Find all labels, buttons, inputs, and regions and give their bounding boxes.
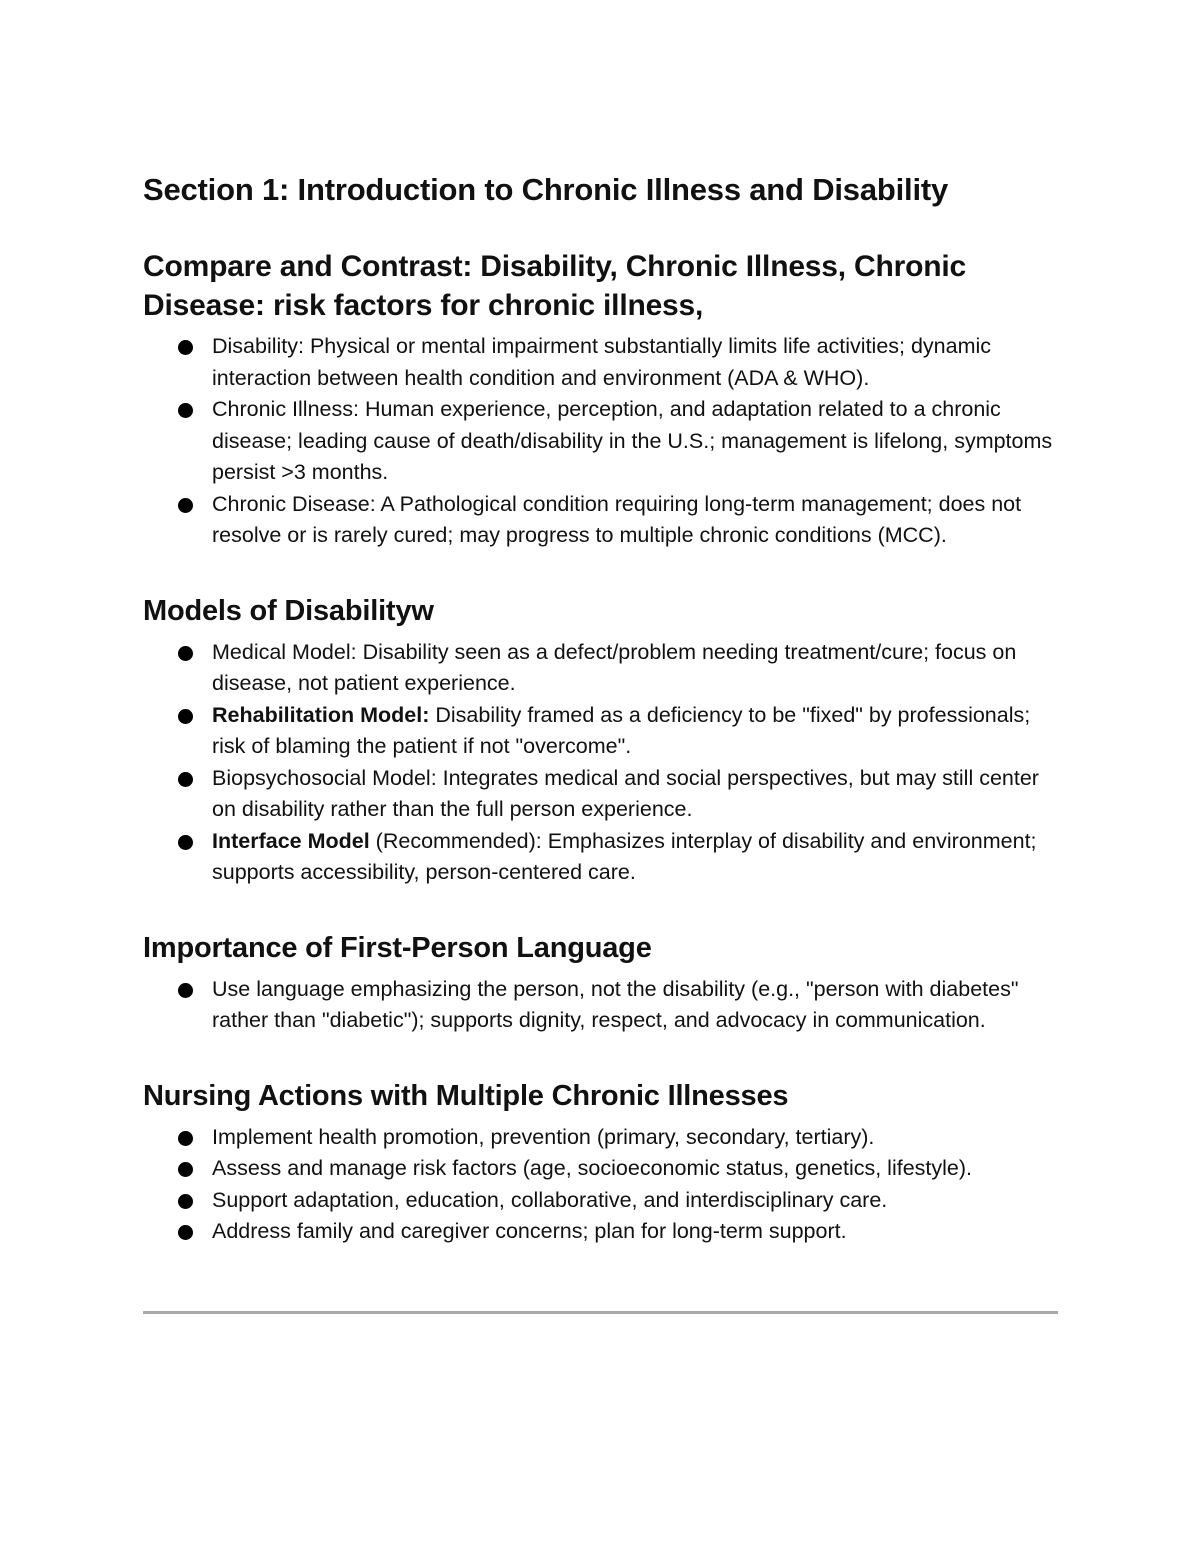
- bullet-icon: [178, 403, 193, 418]
- list-item: [143, 394, 1058, 489]
- bullet-icon: [178, 1131, 193, 1146]
- bullet-icon: [178, 835, 193, 850]
- list-item: [143, 974, 1058, 1037]
- list-item-text: Chronic Illness: Human experience, perception, and adaptation related to a chronic disease; leading cause of death/disability in the U.S.; management is lifelong, symptoms persist >3 months.: [212, 397, 1053, 484]
- list-item-text: Use language emphasizing the person, not the disability (e.g., "person with diabetes" rather than "diabetic"); supports dignity, respect, and advocacy in communication.: [212, 976, 1019, 1032]
- bullet-icon: [178, 498, 193, 513]
- bullet-icon: [178, 772, 193, 787]
- bullet-icon: [178, 983, 193, 998]
- list-item-text: (Recommended): Emphasizes interplay of disability and environment; supports accessibility, person-centered care.: [212, 828, 1037, 884]
- list-item: [143, 1153, 1058, 1185]
- nursing-list: [143, 1122, 1058, 1248]
- list-item: [143, 1216, 1058, 1248]
- horizontal-divider: [143, 1311, 1058, 1314]
- bullet-icon: [178, 1194, 193, 1209]
- list-item-text: Disability: Physical or mental impairment substantially limits life activities; dynamic interaction between health condition and environment (ADA & WHO).: [212, 334, 992, 390]
- list-item-text: Disability framed as a deficiency to be "fixed" by professionals; risk of blaming the patient if not "overcome".: [212, 702, 1031, 758]
- bullet-icon: [178, 1225, 193, 1240]
- list-item-text: Implement health promotion, prevention (primary, secondary, tertiary).: [212, 1124, 875, 1149]
- list-item-text: Chronic Disease: A Pathological condition requiring long-term management; does not resolve or is rarely cured; may progress to multiple chronic conditions (MCC).: [212, 491, 1022, 547]
- list-item: [143, 637, 1058, 700]
- bullet-icon: [178, 340, 193, 355]
- list-item-bold-label: Rehabilitation Model:: [212, 702, 430, 727]
- language-heading: Importance of First-Person Language: [143, 931, 652, 964]
- models-list: [143, 637, 1058, 889]
- list-item: [143, 826, 1058, 889]
- list-item: [143, 1122, 1058, 1154]
- list-item: [143, 763, 1058, 826]
- list-item-text: Support adaptation, education, collaborative, and interdisciplinary care.: [212, 1187, 888, 1212]
- list-item: [143, 1185, 1058, 1217]
- list-item: [143, 489, 1058, 552]
- list-item-text: Address family and caregiver concerns; plan for long-term support.: [212, 1219, 847, 1243]
- nursing-heading: Nursing Actions with Multiple Chronic Illnesses: [143, 1079, 789, 1112]
- list-item: [143, 331, 1058, 394]
- section-title: Section 1: Introduction to Chronic Illness and Disability: [143, 172, 949, 207]
- list-item-text: Medical Model: Disability seen as a defect/problem needing treatment/cure; focus on disease, not patient experience.: [212, 639, 1017, 695]
- list-item-text: Biopsychosocial Model: Integrates medical and social perspectives, but may still center on disability rather than the full person experience.: [212, 765, 1039, 821]
- compare-heading: Compare and Contrast: Disability, Chronic Illness, Chronic Disease: risk factors for chronic illness,: [143, 250, 966, 322]
- bullet-icon: [178, 646, 193, 661]
- list-item: [143, 700, 1058, 763]
- language-list: [143, 974, 1058, 1037]
- list-item-bold-label: Interface Model: [212, 828, 370, 853]
- compare-list: [143, 331, 1058, 552]
- document-page: [143, 170, 1058, 1248]
- list-item-text: Assess and manage risk factors (age, socioeconomic status, genetics, lifestyle).: [212, 1156, 973, 1180]
- bullet-icon: [178, 709, 193, 724]
- models-heading: Models of Disabilityw: [143, 594, 434, 627]
- bullet-icon: [178, 1162, 193, 1177]
